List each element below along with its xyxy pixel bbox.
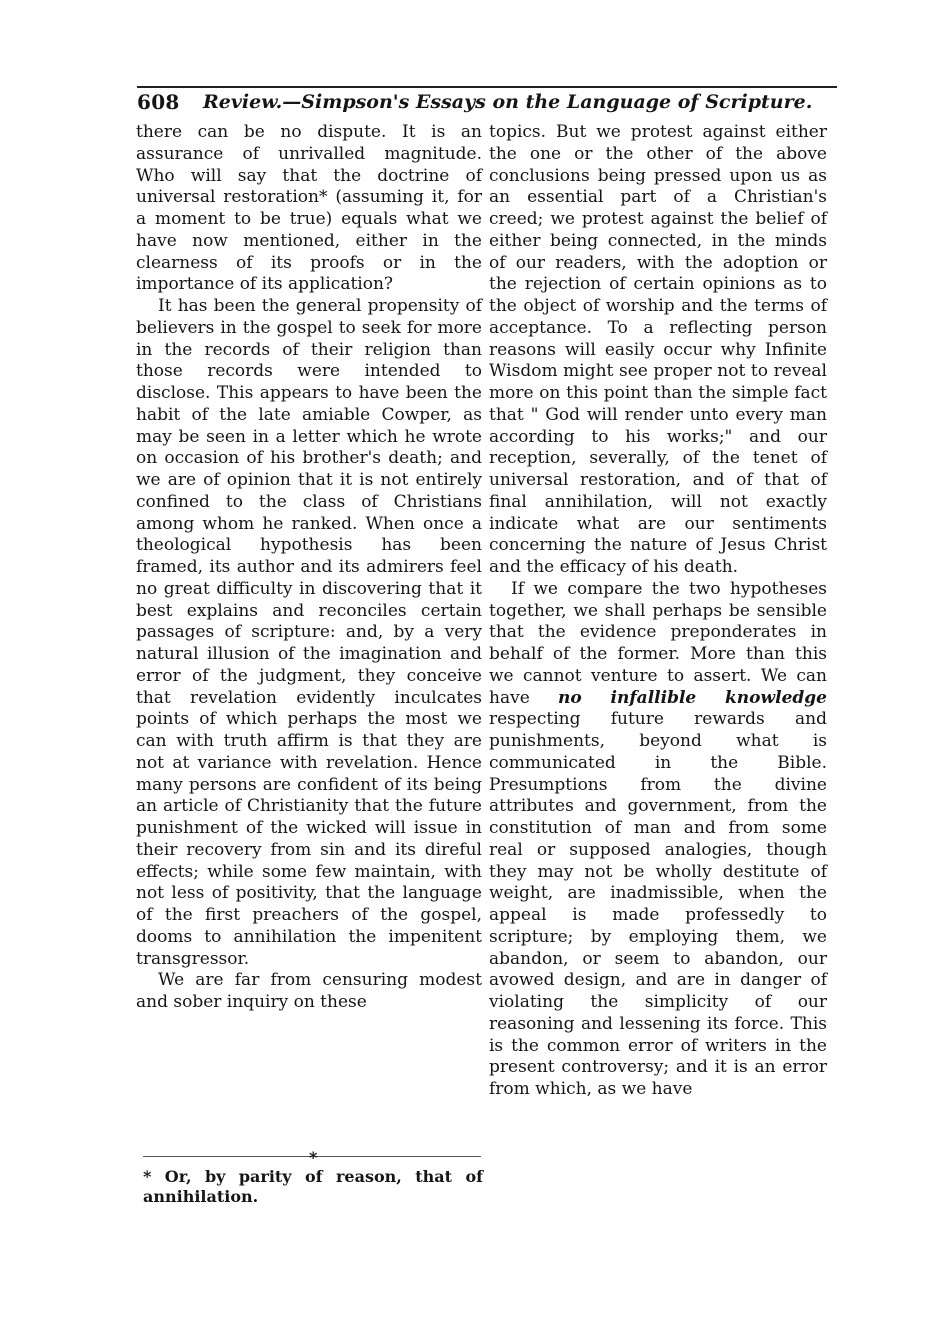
emphasized-phrase: no infallible knowledge — [558, 687, 827, 708]
footnote: * Or, by parity of reason, that of annihilation. — [143, 1167, 483, 1206]
running-title: Review.—Simpson's Essays on the Language of Scripture. — [203, 91, 813, 113]
right-paragraph-1: topics. But we protest against either the one or the other of the above conclusions being pressed upon us as an essential part of a Christian's creed; we protest against the belief of either being connected, in the minds of our readers, with the adoption or the rejection of certain opinions as to the object of worship and the terms of acceptance. To a reflecting person reasons will easily occur why Infinite Wisdom might see proper not to reveal more on this point than the simple fact that " God will render unto every man according to his works;" and our reception, severally, of the tenet of universal restoration, and of that of final annihilation, will not exactly indicate what are our sentiments concerning the nature of Jesus Christ and the efficacy of his death. — [489, 122, 827, 577]
left-column — [136, 122, 482, 1014]
footnote-ornament: * — [309, 1148, 318, 1167]
right-paragraph-2-start: If we compare the two hypotheses together, we shall perhaps be sensible that the evidence preponderates in behalf of the former. More than this we cannot venture to assert. We can have — [489, 578, 827, 708]
page-header — [137, 86, 837, 122]
right-paragraph-2-end: respecting future rewards and punishments, beyond what is communicated in the Bible. Presumptions from the divine attributes and government, from the constitution of man and from some real or supposed analogies, though they may not be wholly destitute of weight, are inadmissible, when the appeal is made professedly to scripture; by employing them, we abandon, or seem to abandon, our avowed design, and are in danger of violating the simplicity of our reasoning and lessening its force. This is the common error of writers in the present controversy; and it is an error from which, as we have — [489, 709, 827, 1099]
left-paragraph-1: there can be no dispute. It is an assurance of unrivalled magnitude. Who will say that the doctrine of universal restoration* (assuming it, for a moment to be true) equals what we have now mentioned, either in the clearness of its proofs or in the importance of its application? — [136, 122, 482, 295]
page-number: 608 — [137, 90, 180, 114]
right-paragraph-2 — [489, 579, 827, 1101]
right-column — [489, 122, 827, 1101]
header-rule — [137, 86, 837, 88]
left-paragraph-3: We are far from censuring modest and sober inquiry on these — [136, 970, 482, 1012]
left-paragraph-2: It has been the general propensity of believers in the gospel to seek for more in the records of their religion than those records were intended to disclose. This appears to have been the habit of the late amiable Cowper, as may be seen in a letter which he wrote on occasion of his brother's death; and we are of opinion that it is not entirely confined to the class of Christians among whom he ranked. When once a theological hypothesis has been framed, its author and its admirers feel no great difficulty in discovering that it best explains and reconciles certain passages of scripture: and, by a very natural illusion of the imagination and error of the judgment, they conceive that revelation evidently inculcates points of which perhaps the most we can with truth affirm is that they are not at variance with revelation. Hence many persons are confident of its being an article of Christianity that the future punishment of the wicked will issue in their recovery from sin and its direful effects; while some few maintain, with not less of positivity, that the language of the first preachers of the gospel, dooms to annihilation the impenitent transgressor. — [136, 296, 482, 969]
